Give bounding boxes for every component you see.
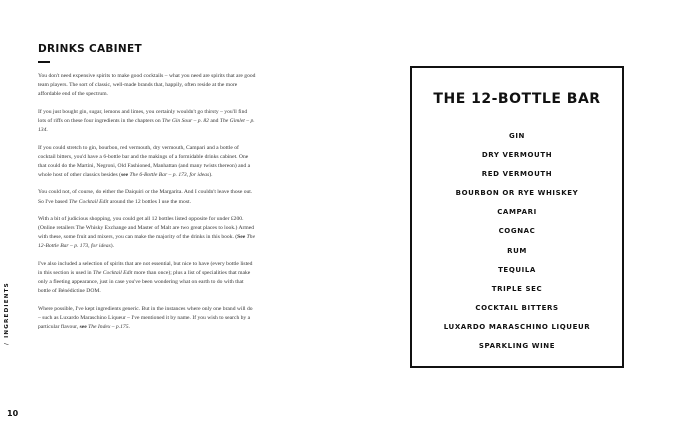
cross-reference: The Gin Sour – p. 82 [162,117,209,124]
text-run: You don't need expensive spirits to make good cocktails – what you need are spirits that are good team players. The sort of classic, well-made brands that, happily, often reside at the more affordable end of the spectrum. [38,73,256,98]
bottle-item: TEQUILA [498,265,536,274]
bottle-item: COCKTAIL BITTERS [475,303,559,312]
box-title: THE 12-BOTTLE BAR [433,91,601,107]
bottle-item: BOURBON OR RYE WHISKEY [455,189,579,198]
section-heading: DRINKS CABINET [38,43,142,55]
cross-reference: The Cocktail Edit [93,270,133,277]
body-paragraph [38,305,256,332]
text-run: . [46,126,48,133]
side-label-text: INGREDIENTS [4,282,10,338]
cross-reference: The 12-Bottle Bar – p. 173, for ideas [38,234,256,250]
bottle-item: COGNAC [498,227,536,236]
see-label: see [120,171,129,178]
bottle-list [412,127,622,356]
heading-rule [38,61,50,63]
bottle-item: SPARKLING WINE [478,342,556,351]
text-run: If you could stretch to gin, bourbon, red vermouth, dry vermouth, Campari and a bottle of cocktail bitters, you'd have a 6-bottle bar and the makings of a formidable drinks cabinet. One that could do the Martini, Negroni, Old Fashioned, Manhattan (and many twists thereon) and a whole host of other classics besides ( [38,144,251,178]
bottle-item: TRIPLE SEC [491,284,543,293]
page-number: 10 [7,409,19,418]
text-run: and [208,117,220,124]
see-label: see [79,324,87,331]
side-label-slash: / [4,341,10,345]
body-paragraph [38,108,256,135]
body-paragraph [38,260,256,296]
body-paragraph [38,188,256,206]
text-run: . [128,324,130,331]
text-run: If you just bought gin, sugar, lemons and limes, you certainly wouldn't go thirsty – you'll find lots of riffs on these four ingredients in the chapters on [38,108,248,124]
text-run: more than once); plus a list of specialities that make only a fleeting appearance, just in case you've been wondering what on earth to do with that bottle of Bénédictine DOM. [38,270,251,295]
chapter-side-label [4,282,14,345]
bottle-item: CAMPARI [497,208,537,217]
text-run: With a bit of judicious shopping, you could get all 12 bottles listed opposite for under £200. (Online retailers The Whisky Exchange and Master of Malt are two great places to look.) Armed with these, some fruit and mixers, you can make the majority of the drinks in this book. ( [38,216,255,241]
cross-reference: The Index – p.175 [88,324,129,331]
text-run: around the 12 bottles I use the most. [108,198,191,205]
bottle-item: DRY VERMOUTH [481,151,553,160]
bottle-item: RED VERMOUTH [481,170,553,179]
bottle-item: GIN [508,132,525,140]
text-run: I've also included a selection of spirits that are not essential, but nice to have (every bottle listed in this section is used in [38,261,253,277]
cross-reference: The Cocktail Edit [69,198,109,205]
text-run: ). [110,243,114,250]
body-paragraph [38,144,256,180]
text-run: You could not, of course, do either the Daiquiri or the Margarita. And I couldn't leave those out. So I've based [38,189,253,205]
cross-reference: The Gimlet – p. 134 [38,117,255,133]
text-run: ). [209,171,213,178]
text-run: Where possible, I've kept ingredients generic. But in the instances where only one brand will do – such as Luxardo Maraschino Liqueur – I've mentioned it by name. If you wish to search by a particular flavour, [38,305,253,331]
right-page [340,0,680,437]
body-text [38,72,256,341]
bottle-item: LUXARDO MARASCHINO LIQUEUR [443,322,591,331]
body-paragraph [38,215,256,251]
bottle-bar-box [410,66,624,368]
cross-reference: The 6-Bottle Bar – p. 173, for ideas [129,171,210,178]
bottle-item: RUM [507,246,527,255]
body-paragraph [38,72,256,99]
see-label: See [237,234,246,241]
